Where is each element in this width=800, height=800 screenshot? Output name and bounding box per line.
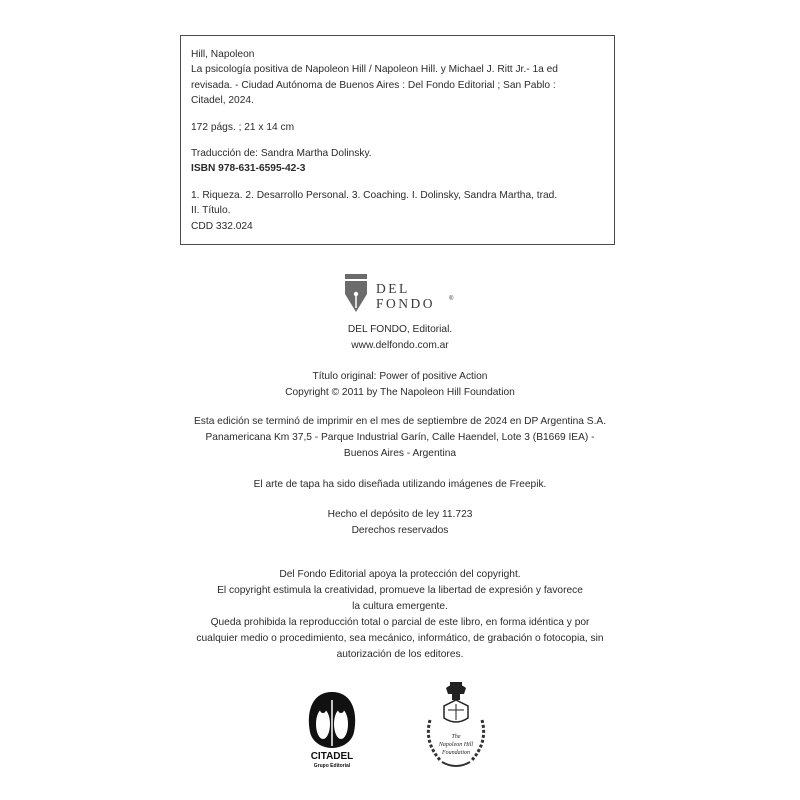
publisher-website: www.delfondo.com.ar	[351, 340, 449, 351]
printing-info	[0, 414, 800, 462]
citadel-logo	[302, 688, 362, 770]
copyright-line-4: Queda prohibida la reproducción total o parcial de este libro, en forma idéntica y por	[210, 617, 590, 628]
del-fondo-logo	[343, 272, 463, 316]
publisher-info	[0, 322, 800, 354]
catalog-subjects-line-2: II. Título.	[191, 205, 231, 217]
catalog-title-line-1: La psicología positiva de Napoleon Hill / Napoleon Hill. y Michael J. Ritt Jr.- 1a ed	[191, 64, 558, 76]
pen-nib-icon	[345, 274, 367, 312]
original-copyright: Copyright © 2011 by The Napoleon Hill Foundation	[285, 387, 515, 398]
catalog-subjects-line-3: CDD 332.024	[191, 220, 253, 232]
citadel-subtitle: Grupo Editorial	[313, 763, 351, 769]
catalog-title-line-2: revisada. - Ciudad Autónoma de Buenos Aires : Del Fondo Editorial ; San Pablo :	[191, 79, 556, 91]
printing-line-2: Panamericana Km 37,5 - Parque Industrial Garín, Calle Haendel, Lote 3 (B1669 IEA) -	[205, 432, 595, 443]
napoleon-hill-foundation-logo	[416, 680, 496, 772]
registered-mark: ®	[449, 296, 454, 302]
hill-logo-line-2: Napoleon Hill	[438, 742, 474, 748]
cover-art-credit	[0, 477, 800, 493]
hill-logo-line-3: Foundation	[442, 750, 470, 756]
publisher-name: DEL FONDO, Editorial.	[347, 324, 453, 335]
copyright-line-1: Del Fondo Editorial apoya la protección del copyright.	[279, 569, 521, 580]
catalog-record-box	[180, 35, 615, 245]
printing-line-1: Esta edición se terminó de imprimir en el mes de septiembre de 2024 en DP Argentina S.A.	[193, 416, 607, 427]
del-fondo-logo-text-1: DEL	[376, 281, 410, 296]
catalog-title-line-3: Citadel, 2024.	[191, 95, 254, 107]
catalog-pages: 172 págs. ; 21 x 14 cm	[191, 121, 295, 133]
penguins-icon	[309, 692, 355, 748]
hill-logo-line-1: The	[451, 734, 461, 740]
del-fondo-logo-text-2: FONDO	[376, 296, 436, 311]
copyright-line-3: la cultura emergente.	[352, 601, 448, 612]
catalog-isbn: ISBN 978-631-6595-42-3	[191, 163, 306, 175]
catalog-subjects-line-1: 1. Riqueza. 2. Desarrollo Personal. 3. Coaching. I. Dolinsky, Sandra Martha, trad.	[191, 189, 558, 201]
catalog-translation: Traducción de: Sandra Martha Dolinsky.	[191, 148, 372, 160]
cover-art-text: El arte de tapa ha sido diseñada utilizando imágenes de Freepik.	[253, 479, 547, 490]
catalog-author: Hill, Napoleon	[191, 49, 255, 60]
original-title-info	[0, 369, 800, 401]
legal-info	[0, 507, 800, 539]
copyright-notice	[0, 567, 800, 663]
legal-rights: Derechos reservados	[351, 525, 449, 536]
copyright-line-2: El copyright estimula la creatividad, promueve la libertad de expresión y favorece	[217, 585, 583, 596]
printing-line-3: Buenos Aires - Argentina	[343, 448, 457, 459]
original-title: Título original: Power of positive Action	[312, 371, 488, 382]
copyright-line-5: cualquier medio o procedimiento, sea mecánico, informático, de grabación o fotocopia, sin	[196, 633, 604, 644]
legal-deposit: Hecho el depósito de ley 11.723	[327, 509, 473, 520]
citadel-name: CITADEL	[310, 751, 354, 762]
copyright-line-6: autorización de los editores.	[336, 649, 464, 660]
